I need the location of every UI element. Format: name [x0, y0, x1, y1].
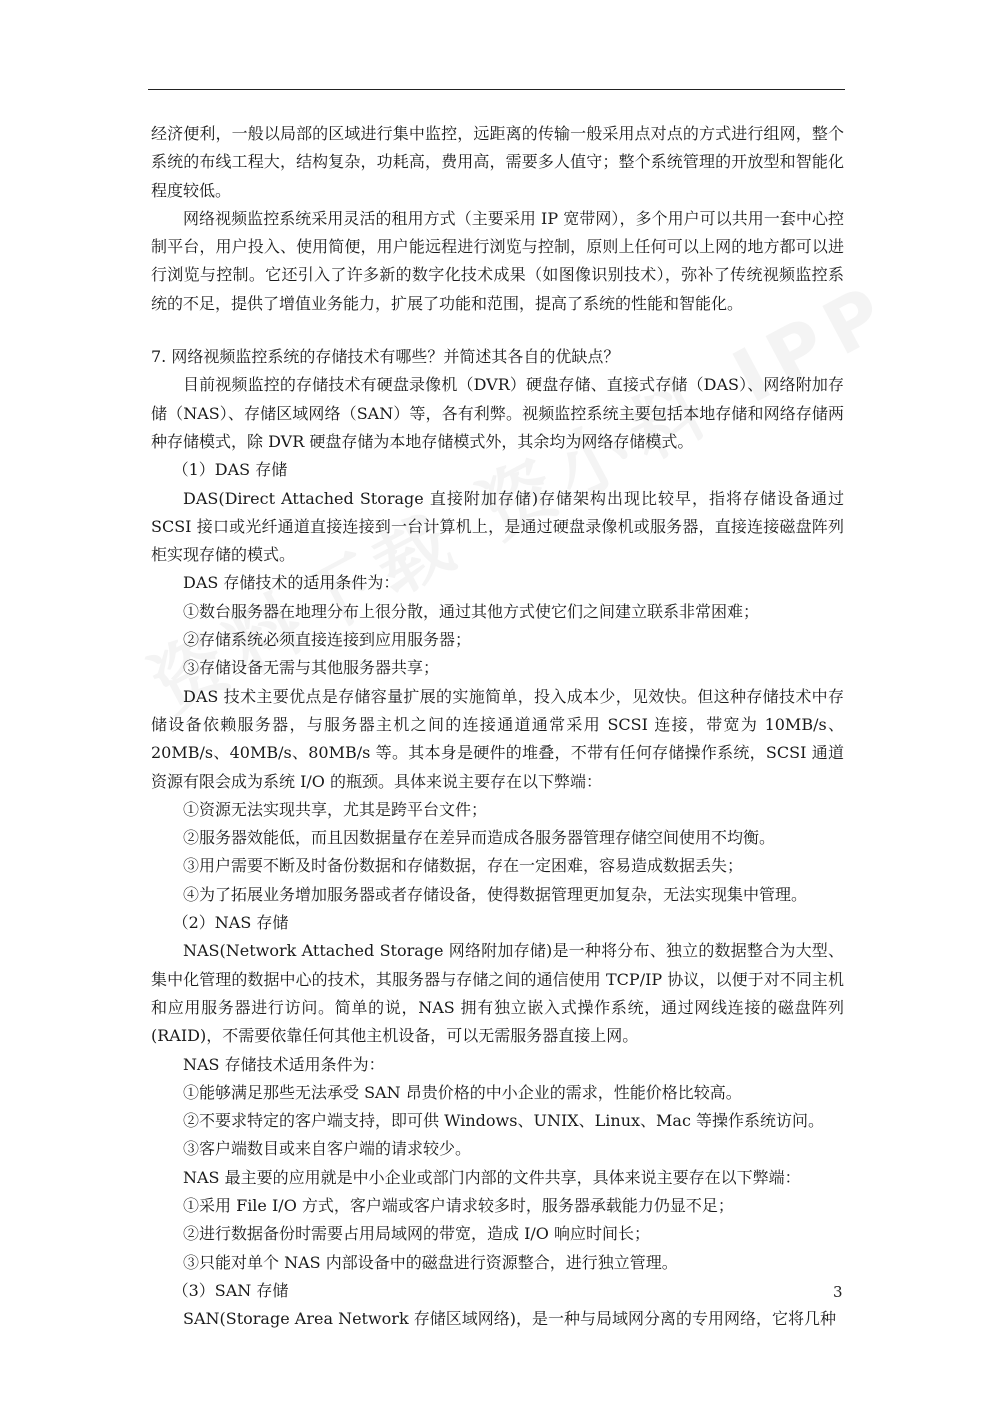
paragraph: 7. 网络视频监控系统的存储技术有哪些？并简述其各自的优缺点？ — [151, 347, 620, 367]
paragraph: 目前视频监控的存储技术有硬盘录像机（DVR）硬盘存储、直接式存储（DAS）、网络附加存储（NAS）、存储区域网络（SAN）等，各有利弊。视频监控系统主要包括本地存储和网络存储两种存储模式，除 DVR 硬盘存储为本地存储模式外，其余均为网络存储模式。 — [151, 375, 844, 451]
paragraph: （2）NAS 存储 — [172, 913, 289, 933]
paragraph: DAS 技术主要优点是存储容量扩展的实施简单，投入成本少，见效快。但这种存储技术中存储设备依赖服务器，与服务器主机之间的连接通道通常采用 SCSI 连接，带宽为 10MB/s、20MB/s、40MB/s、80MB/s 等。其本身是硬件的堆叠，不带有任何存储操作系统，SCSI 通道资源有限会成为系统 I/O 的瓶颈。具体来说主要存在以下弊端： — [151, 686, 844, 791]
paragraph: （1）DAS 存储 — [172, 460, 288, 480]
paragraph-gap — [151, 318, 844, 343]
paragraph: NAS 最主要的应用就是中小企业或部门内部的文件共享，具体来说主要存在以下弊端： — [183, 1167, 801, 1187]
paragraph: ③只能对单个 NAS 内部设备中的磁盘进行资源整合，进行独立管理。 — [183, 1252, 678, 1272]
paragraph: NAS 存储技术适用条件为： — [183, 1054, 385, 1074]
paragraph: 经济便利，一般以局部的区域进行集中监控，远距离的传输一般采用点对点的方式进行组网，整个系统的布线工程大，结构复杂，功耗高，费用高，需要多人值守；整个系统管理的开放型和智能化程度较低。 — [151, 124, 844, 200]
paragraph: ②存储系统必须直接连接到应用服务器； — [183, 630, 472, 650]
paragraph: ①资源无法实现共享，尤其是跨平台文件； — [183, 799, 488, 819]
paragraph: ①能够满足那些无法承受 SAN 昂贵价格的中小企业的需求，性能价格比较高。 — [183, 1082, 742, 1102]
paragraph: ②进行数据备份时需要占用局域网的带宽，造成 I/O 响应时间长； — [183, 1224, 651, 1244]
paragraph: ③存储设备无需与其他服务器共享； — [183, 658, 440, 678]
paragraph: DAS(Direct Attached Storage 直接附加存储)存储架构出现比较早，指将存储设备通过 SCSI 接口或光纤通道直接连接到一台计算机上，是通过硬盘录像机或服务器，直接连接磁盘阵列柜实现存储的模式。 — [151, 488, 844, 565]
paragraph: SAN(Storage Area Network 存储区域网络)，是一种与局域网分离的专用网络，它将几种 — [183, 1309, 836, 1329]
page-number: 3 — [833, 1283, 843, 1301]
page-body — [151, 120, 844, 1333]
paragraph: ①采用 File I/O 方式，客户端或客户请求较多时，服务器承载能力仍显不足； — [183, 1195, 734, 1215]
paragraph: ①数台服务器在地理分布上很分散，通过其他方式使它们之间建立联系非常困难； — [183, 601, 760, 621]
paragraph: ②服务器效能低，而且因数据量存在差异而造成各服务器管理存储空间使用不均衡。 — [183, 828, 776, 848]
paragraph: DAS 存储技术的适用条件为： — [183, 573, 400, 593]
paragraph: ②不要求特定的客户端支持，即可供 Windows、UNIX、Linux、Mac 等操作系统访问。 — [183, 1111, 824, 1131]
paragraph: NAS(Network Attached Storage 网络附加存储)是一种将分布、独立的数据整合为大型、集中化管理的数据中心的技术，其服务器与存储之间的通信使用 TCP/IP 协议，以便于对不同主机和应用服务器进行访问。简单的说，NAS 拥有独立嵌入式操作系统，通过网线连接的磁盘阵列(RAID)，不需要依靠任何其他主机设备，可以无需服务器直接上网。 — [151, 941, 844, 1046]
header-rule — [148, 89, 845, 90]
paragraph: ③客户端数目或来自客户端的请求较少。 — [183, 1139, 472, 1159]
paragraph: （3）SAN 存储 — [172, 1280, 289, 1300]
paragraph: 网络视频监控系统采用灵活的租用方式（主要采用 IP 宽带网），多个用户可以共用一套中心控制平台，用户投入、使用简便，用户能远程进行浏览与控制，原则上任何可以上网的地方都可以进行浏览与控制。它还引入了许多新的数字化技术成果（如图像识别技术），弥补了传统视频监控系统的不足，提供了增值业务能力，扩展了功能和范围，提高了系统的性能和智能化。 — [151, 208, 844, 313]
paragraph: ④为了拓展业务增加服务器或者存储设备，使得数据管理更加复杂，无法实现集中管理。 — [183, 884, 808, 904]
paragraph: ③用户需要不断及时备份数据和存储数据，存在一定困难，容易造成数据丢失； — [183, 856, 744, 876]
